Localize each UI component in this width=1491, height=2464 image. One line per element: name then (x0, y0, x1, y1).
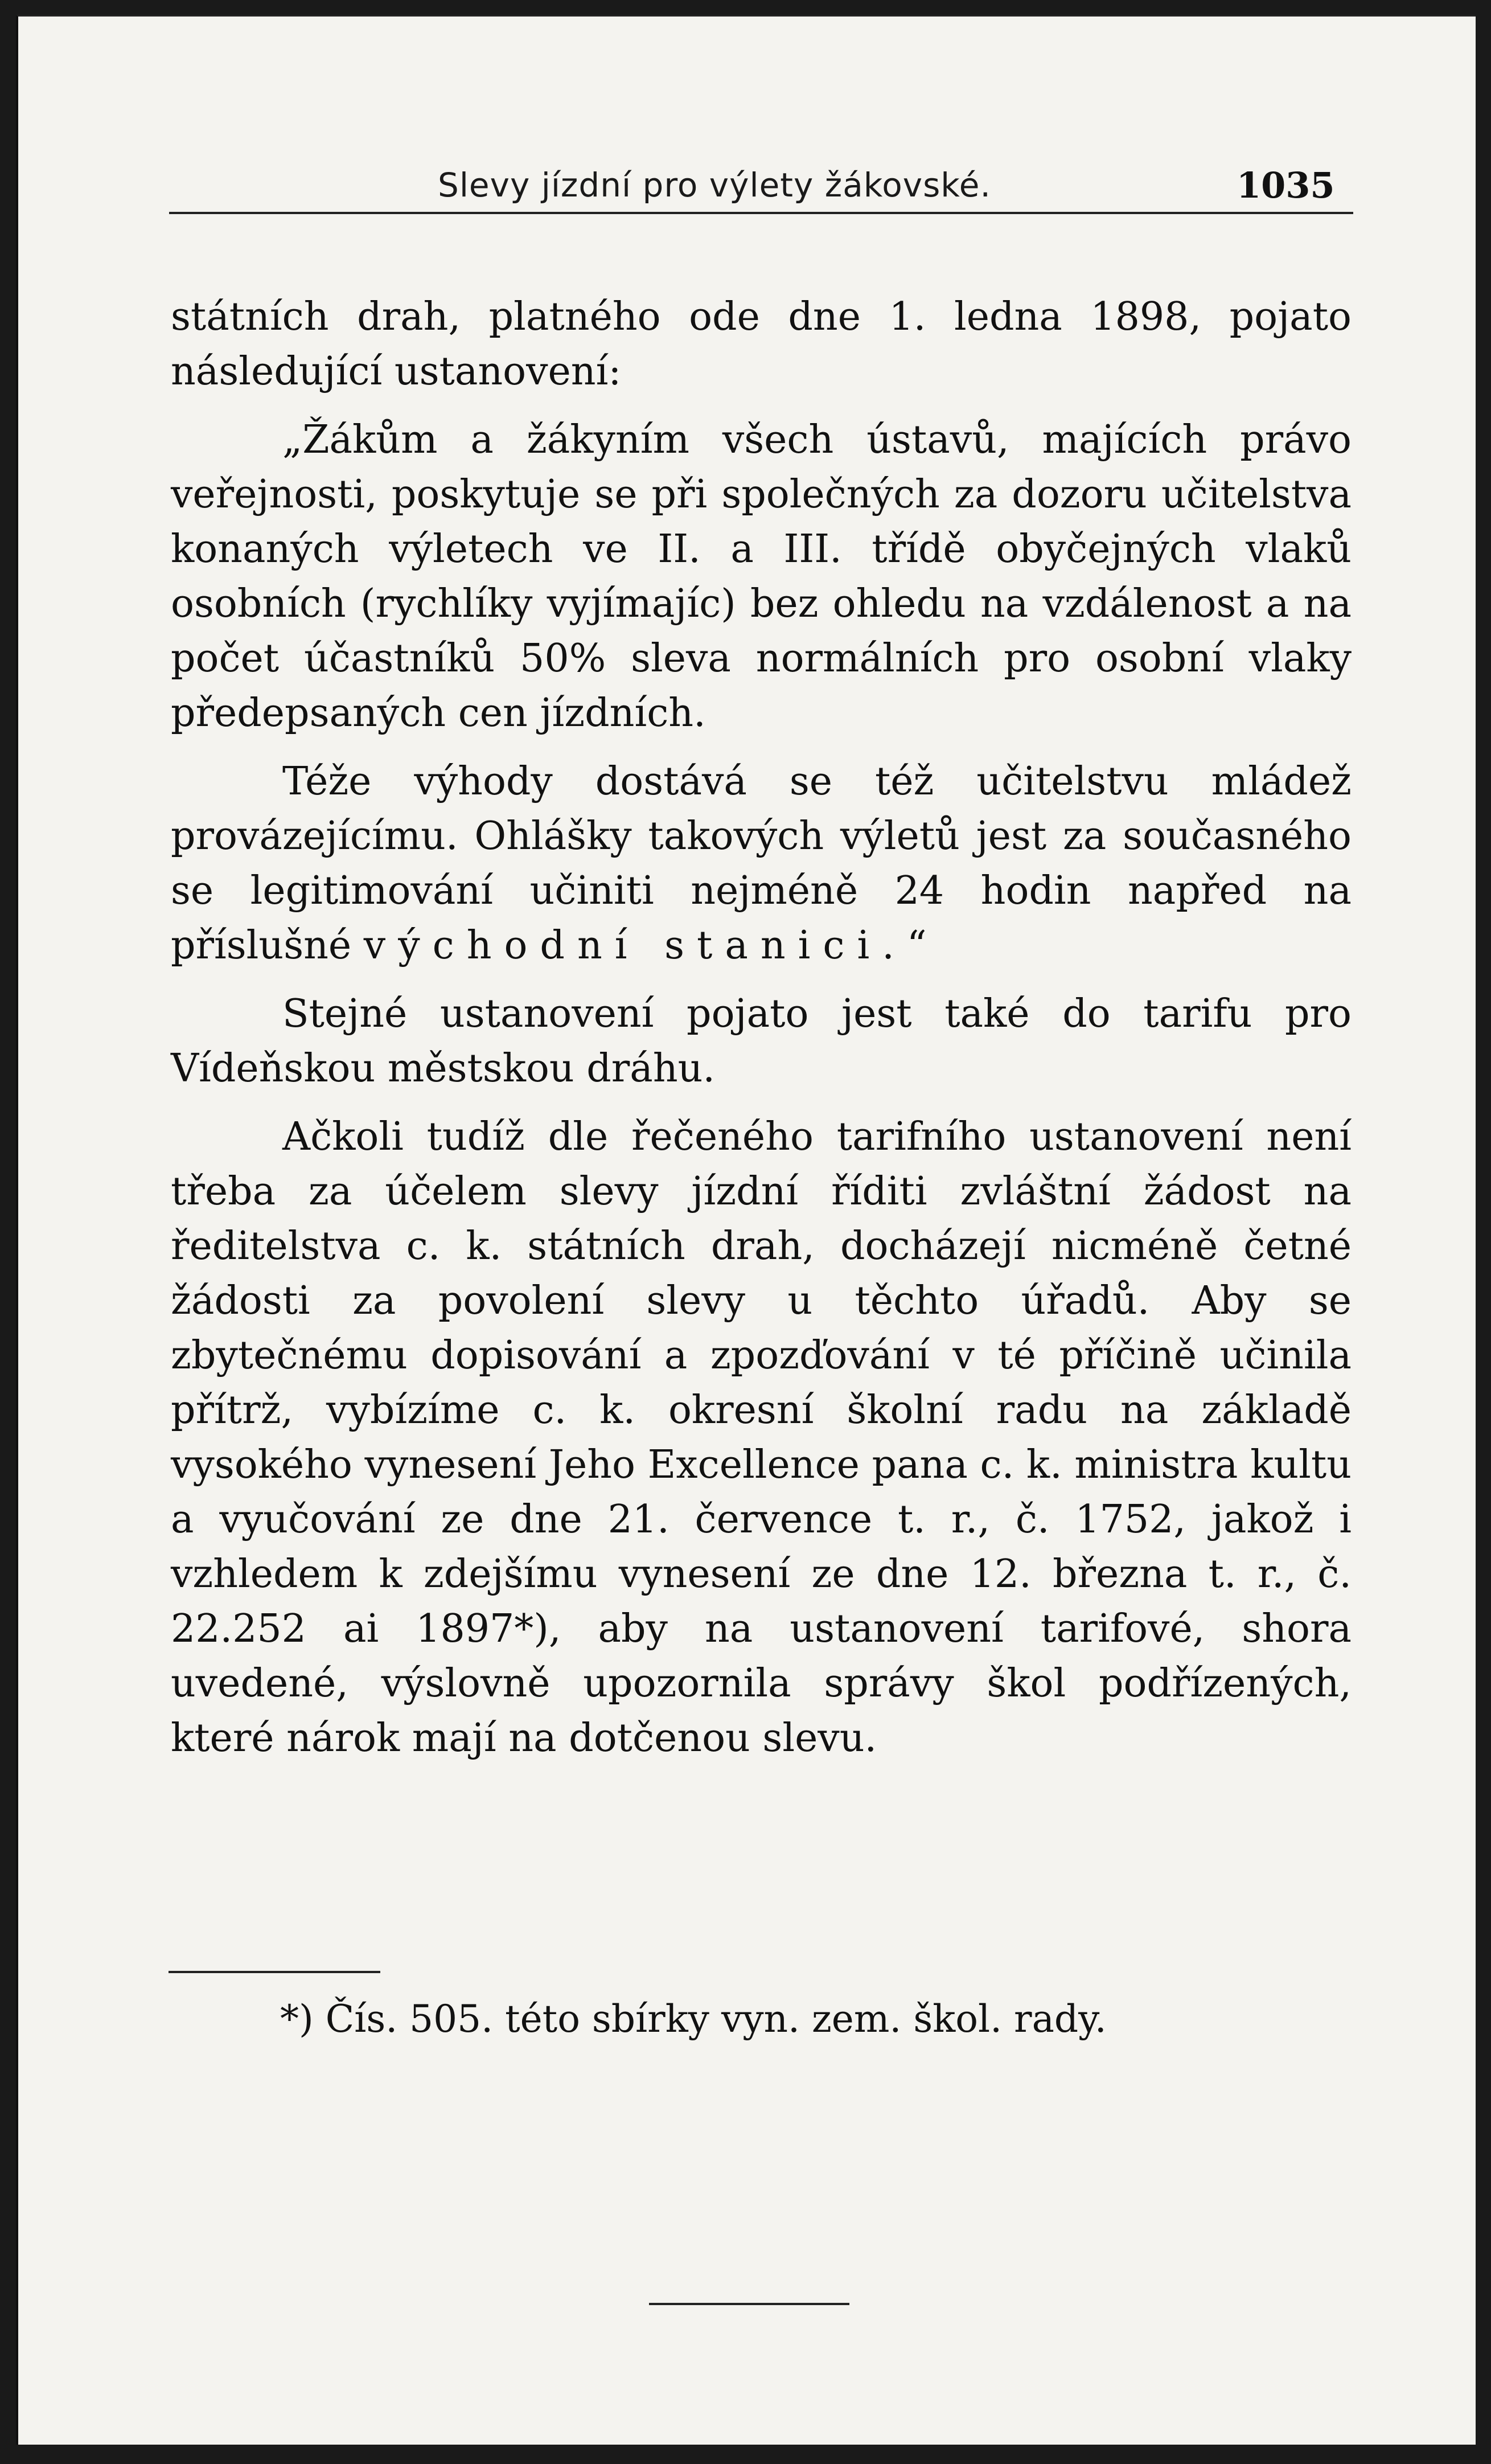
body-text (171, 290, 1352, 1780)
page-number: 1035 (1237, 165, 1335, 206)
footnote: *) Čís. 505. této sbírky vyn. zem. škol. rady. (280, 1997, 1107, 2041)
spaced-phrase: východní stanici.“ (363, 923, 939, 968)
running-head (18, 166, 1476, 211)
running-title: Slevy jízdní pro výlety žákovské. (438, 166, 991, 204)
paragraph-vienna-railway: Stejné ustanovení pojato jest také do tarifu pro Vídeňskou městskou dráhu. (171, 991, 1352, 1091)
paragraph-quote: „Žákům a žákyním všech ústavů, majících právo veřejnosti, poskytuje se při společných za dozoru učitelstva konaných výletech ve II. a III. třídě obyčejných vlaků osobních (rychlíky vyjímajíc) bez ohledu na vzdálenost a na počet účastníků 50% sleva normálních pro osobní vlaky předepsaných cen jízdních. (171, 417, 1352, 736)
paragraph-instruction: Ačkoli tudíž dle řečeného tarifního ustanovení není třeba za účelem slevy jízdní říditi zvláštní žádost na ředitelstva c. k. státních drah, docházejí nicméně četné žádosti za povolení slevy u těchto úřadů. Aby se zbytečnému dopisování a zpozďování v té příčině učinila přítrž, vybízíme c. k. okresní školní radu na základě vysokého vynesení Jeho Excellence pana c. k. ministra kultu a vyučování ze dne 21. července t. r., č. 1752, jakož i vzhledem k zdejšímu vynesení ze dne 12. března t. r., č. 22.252 ai 1897*), aby na ustanovení tarifové, shora uvedené, výslovně upozornila správy škol podřízených, které nárok mají na dotčenou slevu. (171, 1114, 1352, 1761)
paragraph-continuation: státních drah, platného ode dne 1. ledna 1898, pojato následující ustanovení: (171, 294, 1352, 394)
book-page (16, 15, 1476, 2445)
paragraph-same-benefits-text: Téže výhody dostává se též učitelstvu mládež provázejícímu. Ohlášky takových výletů jest za současného se legitimování učiniti nejméně 24 hodin napřed na příslušné (171, 759, 1352, 968)
end-rule (649, 2303, 849, 2305)
header-rule (169, 212, 1353, 214)
footnote-rule (169, 1971, 380, 1973)
paragraph-same-benefits (171, 755, 1352, 973)
